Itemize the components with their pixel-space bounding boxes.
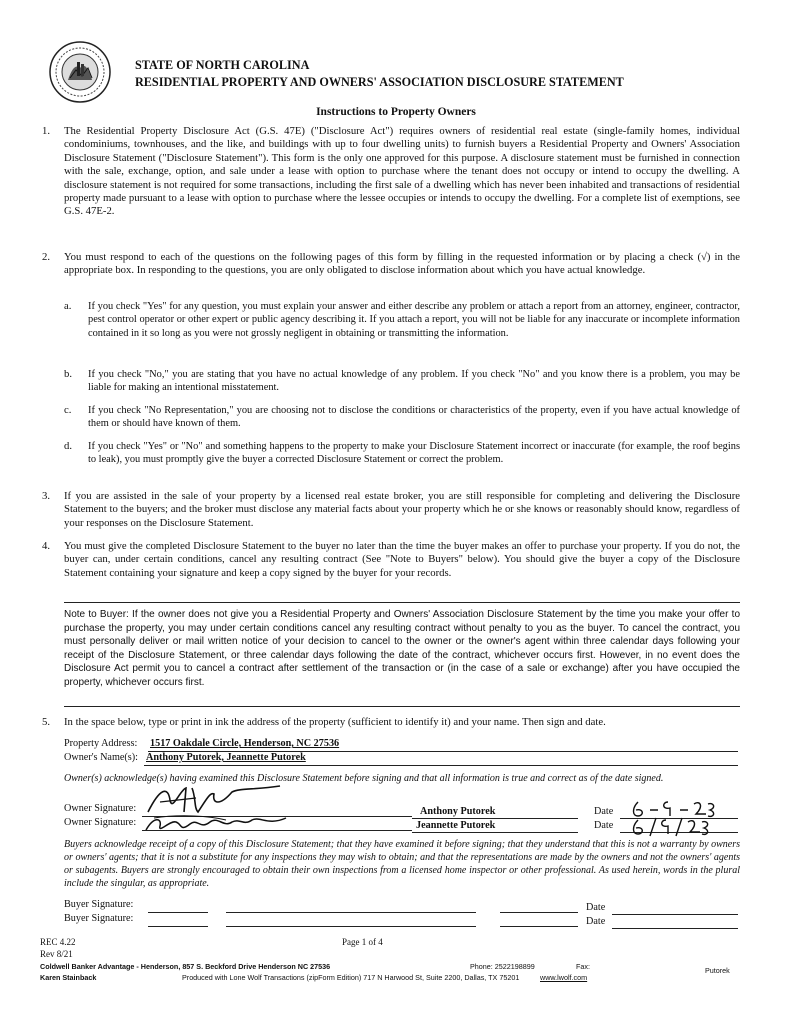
buyer1-extra-line[interactable] (500, 912, 578, 913)
state-heading: STATE OF NORTH CAROLINA (135, 58, 310, 72)
buyer1-name-line[interactable] (226, 912, 476, 913)
instruction-item-2: You must respond to each of the questions on the following pages of this form by filling in the requested information or by placing a check (√) in the appropriate box. In responding to the questions, you are only obligated to disclose information about which you have actual knowledge. (64, 251, 740, 277)
owner-signature-label: Owner Signature: (64, 817, 137, 828)
owners-name-line (144, 765, 738, 766)
buyer-signature-label: Buyer Signature: (64, 899, 134, 910)
note-top-rule (64, 602, 740, 603)
subitem-letter: a. (64, 300, 72, 312)
form-number: REC 4.22 (40, 937, 76, 947)
agent-name: Karen Stainback (40, 973, 97, 982)
owner2-handwritten-date (628, 816, 718, 838)
buyer-signature-label: Buyer Signature: (64, 913, 134, 924)
instruction-item-4: You must give the completed Disclosure Statement to the buyer no later than the time the buyer makes an offer to purchase your property. If you do not, the buyer can, under certain conditions, cancel any resulting contract (See "Note to Buyers" below). You should give the buyer a copy of the Disclosure Statement containing your signature and keep a copy signed by the buyer for your records. (64, 540, 740, 579)
subitem-b: If you check "No," you are stating that you have no actual knowledge of any problem. If you check "No" and you know there is a problem, you may be liable for making an intentional misstatement. (88, 369, 740, 394)
subitem-letter: b. (64, 368, 73, 380)
file-name: Putorek (705, 966, 730, 975)
property-address-value[interactable]: 1517 Oakdale Circle, Henderson, NC 27536 (150, 738, 340, 749)
instruction-item-1: The Residential Property Disclosure Act (G.S. 47E) ("Disclosure Act") requires owners of residential real estate (single-family homes, individual condominiums, townhouses, and the like, and buildings with up to four dwelling units) to furnish buyers a Residential Property and Owners' Association Disclosure Statement ("Disclosure Statement"). This form is the only one approved for this purpose. A disclosure statement must be furnished in connection with the sale, exchange, option, and sale under a lease with option to purchase where the tenant does not occupy or intend to occupy the dwelling. A disclosure statement is not required for some transactions, including the first sale of a dwelling which has never been inhabited and transactions of residential property made pursuant to a lease with option to purchase where the lessee occupies or intends to occupy the dwelling. For a complete list of exemptions, see G.S. 47E-2. (64, 125, 740, 218)
subitem-letter: c. (64, 404, 72, 416)
note-bottom-rule (64, 706, 740, 707)
buyer2-date-line[interactable] (612, 928, 738, 929)
owner-signature-label: Owner Signature: (64, 803, 137, 814)
buyer2-signature-line[interactable] (148, 926, 208, 927)
subitem-d: If you check "Yes" or "No" and something happens to the property to make your Disclosure Statement incorrect or inaccurate (for example, the roof begins to leak), you must promptly give the buyer a corrected Disclosure Statement or correct the problem. (88, 441, 740, 466)
fax-label: Fax: (576, 962, 590, 971)
form-title: RESIDENTIAL PROPERTY AND OWNERS' ASSOCIATION DISCLOSURE STATEMENT (135, 75, 624, 89)
brokerage-info: Coldwell Banker Advantage - Henderson, 857 S. Beckford Drive Henderson NC 27536 (40, 962, 331, 971)
owner2-handwritten-signature (140, 812, 290, 836)
subitem-c: If you check "No Representation," you are choosing not to disclose the conditions or characteristics of the property, even if you have actual knowledge of them or should have known of them. (88, 405, 740, 430)
buyer2-date-label: Date (586, 916, 606, 927)
instruction-item-5: In the space below, type or print in ink the address of the property (sufficient to identify it) and your name. Then sign and date. (64, 716, 606, 728)
owner-acknowledgement: Owner(s) acknowledge(s) having examined this Disclosure Statement before signing and that all information is true and correct as of the date signed. (64, 773, 664, 784)
nc-state-seal-logo (48, 40, 112, 104)
item-number: 1. (42, 125, 51, 137)
item-number: 5. (42, 716, 51, 728)
item-number: 3. (42, 490, 51, 502)
owner1-date-label: Date (594, 806, 614, 817)
subitem-a: If you check "Yes" for any question, you must explain your answer and either describe any problem or attach a report from an attorney, engineer, contractor, pest control operator or other expert or public agency describing it. If you attach a report, you will not be liable for any inaccurate or incomplete information contained in it so long as you were not grossly negligent in obtaining or transmitting the information. (88, 301, 740, 339)
owner2-date-label: Date (594, 820, 614, 831)
owners-name-label: Owner's Name(s): (64, 752, 138, 763)
buyer2-name-line[interactable] (226, 926, 476, 927)
instruction-item-3: If you are assisted in the sale of your property by a licensed real estate broker, you are still responsible for completing and delivering the Disclosure Statement to the buyers; and the broker must disclose any material facts about your property which he or she knows or reasonably should know, regardless of your responses on the Disclosure Statement. (64, 490, 740, 529)
buyer1-signature-line[interactable] (148, 912, 208, 913)
owners-name-value[interactable]: Anthony Putorek, Jeannette Putorek (146, 752, 306, 763)
phone-number: Phone: 2522198899 (470, 962, 535, 971)
property-address-label: Property Address: (64, 738, 138, 749)
buyer2-extra-line[interactable] (500, 926, 578, 927)
note-to-buyer: Note to Buyer: If the owner does not give you a Residential Property and Owners' Association Disclosure Statement by the time you make your offer to purchase the property, you may under certain conditions cancel any resulting contract without penalty to you as the buyer. To cancel the contract, you must personally deliver or mail written notice of your decision to cancel to the owner or the owner's agent within three calendar days following your receipt of the Disclosure Statement, or three calendar days following the date of the contract, whichever occurs first. However, in no event does the Disclosure Act permit you to cancel a contract after settlement of the transaction or (in the case of a sale or exchange) after you have occupied the property, whichever occurs first. (64, 609, 740, 688)
buyer1-date-line[interactable] (612, 914, 738, 915)
buyer1-date-label: Date (586, 902, 606, 913)
instructions-title: Instructions to Property Owners (316, 106, 476, 118)
owner2-name-line (412, 832, 578, 833)
subitem-letter: d. (64, 440, 73, 452)
software-credit: Produced with Lone Wolf Transactions (zipForm Edition) 717 N Harwood St, Suite 2200, Dallas, TX 75201 (182, 973, 520, 982)
item-number: 2. (42, 251, 51, 263)
owner1-name: Anthony Putorek (420, 806, 496, 817)
form-revision: Rev 8/21 (40, 949, 73, 959)
buyer-acknowledgement: Buyers acknowledge receipt of a copy of this Disclosure Statement; that they have examined it before signing; that they understand that this is not a warranty by owners or owners' agents; that it is not a substitute for any inspections they may wish to obtain; and that the representations are made by the owners and not the owners' agents or subagents. Buyers are strongly encouraged to obtain their own inspections from a licensed home inspector or other professional. As used herein, words in the plural include the singular, as appropriate. (64, 839, 740, 889)
website-link[interactable]: www.lwolf.com (540, 973, 588, 982)
owner2-name: Jeannette Putorek (416, 820, 496, 831)
owner1-name-line (412, 818, 578, 819)
item-number: 4. (42, 540, 51, 552)
page-number: Page 1 of 4 (342, 937, 383, 947)
